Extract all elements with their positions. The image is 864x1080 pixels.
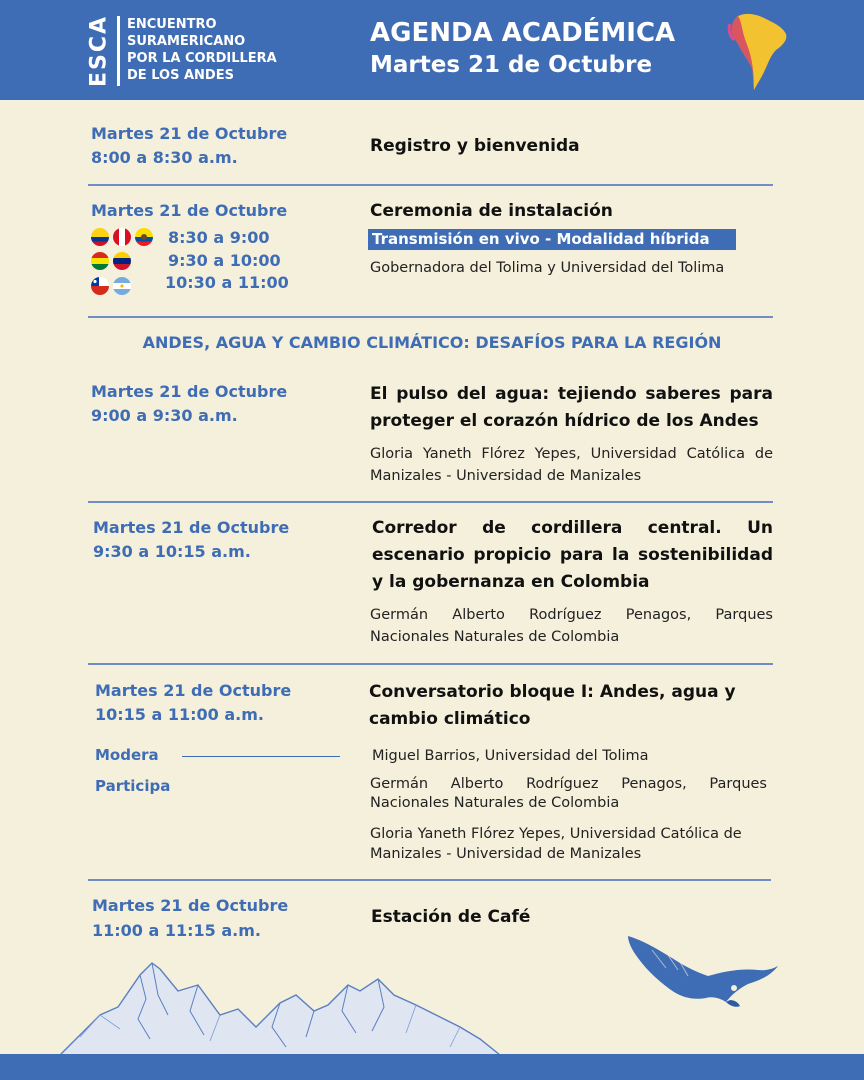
session-time: 8:00 a 8:30 a.m. — [91, 148, 238, 167]
session-date: Martes 21 de Octubre — [91, 201, 288, 220]
moderator-label: Modera — [95, 746, 159, 764]
session-date: Martes 21 de Octubre — [93, 518, 290, 537]
page-date: Martes 21 de Octubre — [370, 52, 653, 78]
session-speaker: Gloria Yaneth Flórez Yepes, Universidad Católica de Manizales - Universidad de Manizales — [370, 446, 773, 484]
header-banner — [0, 0, 864, 100]
divider — [88, 316, 773, 318]
organization-name — [127, 16, 277, 84]
esca-acronym: ESCA — [86, 14, 112, 88]
session-speaker: Germán Alberto Rodríguez Penagos, Parques Nacionales Naturales de Colombia — [370, 607, 773, 645]
colombia-flag-icon — [91, 228, 109, 246]
divider — [88, 879, 771, 881]
session-date: Martes 21 de Octubre — [91, 382, 288, 401]
page-title: AGENDA ACADÉMICA — [370, 18, 676, 48]
live-stream-badge: Transmisión en vivo - Modalidad híbrida — [368, 229, 736, 250]
participant-label: Participa — [95, 777, 171, 795]
org-line: DE LOS ANDES — [127, 68, 234, 83]
session-time: 9:00 a 9:30 a.m. — [91, 406, 238, 425]
logo-divider — [117, 16, 120, 86]
session-date: Martes 21 de Octubre — [92, 896, 289, 915]
session-time: 10:15 a 11:00 a.m. — [95, 705, 264, 724]
footer-band — [0, 1054, 864, 1080]
session-title: Estación de Café — [371, 907, 531, 927]
bolivia-flag-icon — [91, 252, 109, 270]
moderator-line — [182, 756, 340, 757]
ecuador-flag-icon — [135, 228, 153, 246]
session-title: El pulso del agua: tejiendo saberes para proteger el corazón hídrico de los Andes — [370, 384, 773, 431]
peru-flag-icon — [113, 228, 131, 246]
chile-flag-icon — [91, 277, 109, 295]
participant-name: Gloria Yaneth Flórez Yepes, Universidad Católica de Manizales - Universidad de Manizales — [370, 826, 742, 862]
participant-name: Germán Alberto Rodríguez Penagos, Parques Nacionales Naturales de Colombia — [370, 776, 767, 811]
session-title: Ceremonia de instalación — [370, 201, 613, 221]
country-time: 9:30 a 10:00 — [168, 251, 281, 270]
section-heading: ANDES, AGUA Y CAMBIO CLIMÁTICO: DESAFÍOS PARA LA REGIÓN — [142, 333, 722, 352]
divider — [88, 501, 773, 503]
session-title: Registro y bienvenida — [370, 136, 580, 156]
argentina-flag-icon — [113, 277, 131, 295]
moderator-name: Miguel Barrios, Universidad del Tolima — [372, 748, 649, 764]
session-title: Corredor de cordillera central. Un escenario propicio para la sostenibilidad y la gobernanza en Colombia — [372, 518, 773, 592]
mountains-illustration — [60, 955, 500, 1055]
south-america-map-icon — [724, 12, 790, 92]
venezuela-flag-icon — [113, 252, 131, 270]
condor-icon — [622, 932, 780, 1010]
divider — [88, 663, 773, 665]
org-line: ENCUENTRO — [127, 17, 217, 32]
country-time: 10:30 a 11:00 — [165, 273, 289, 292]
org-line: POR LA CORDILLERA — [127, 51, 277, 66]
session-title: Conversatorio bloque I: Andes, agua y cambio climático — [369, 682, 736, 729]
session-date: Martes 21 de Octubre — [91, 124, 288, 143]
session-time: 9:30 a 10:15 a.m. — [93, 542, 251, 561]
country-time: 8:30 a 9:00 — [168, 228, 270, 247]
org-line: SURAMERICANO — [127, 34, 246, 49]
divider — [88, 184, 773, 186]
session-time: 11:00 a 11:15 a.m. — [92, 921, 261, 940]
session-speaker: Gobernadora del Tolima y Universidad del Tolima — [370, 260, 725, 276]
session-date: Martes 21 de Octubre — [95, 681, 292, 700]
